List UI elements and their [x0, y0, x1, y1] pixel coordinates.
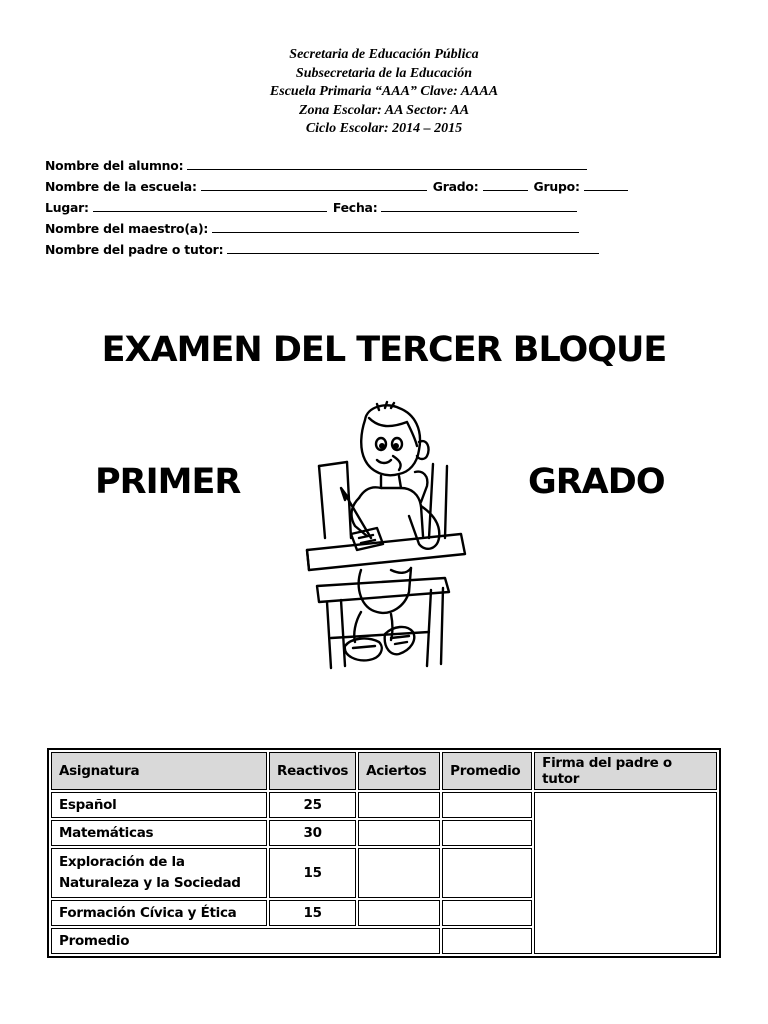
school-header — [0, 46, 768, 139]
promedio-footer-label: Promedio — [51, 928, 440, 954]
reactivos-cell: 15 — [269, 900, 356, 926]
header-aciertos: Aciertos — [358, 752, 440, 790]
aciertos-cell[interactable] — [358, 900, 440, 926]
aciertos-cell[interactable] — [358, 792, 440, 818]
teacher-label: Nombre del maestro(a): — [45, 221, 209, 236]
child-writing-illustration — [295, 398, 475, 673]
place-blank[interactable] — [93, 198, 327, 212]
header-line-cycle: Ciclo Escolar: 2014 – 2015 — [305, 121, 463, 136]
reactivos-cell: 15 — [269, 848, 356, 898]
student-name-label: Nombre del alumno: — [45, 158, 184, 173]
place-date-row — [45, 197, 628, 218]
student-name-row — [45, 155, 628, 176]
teacher-blank[interactable] — [212, 219, 579, 233]
school-name-label: Nombre de la escuela: — [45, 179, 197, 194]
promedio-cell[interactable] — [442, 820, 532, 846]
subject-cell: Formación Cívica y Ética — [51, 900, 267, 926]
date-blank[interactable] — [381, 198, 577, 212]
table-header-row — [51, 752, 717, 790]
promedio-cell[interactable] — [442, 848, 532, 898]
header-line-sep: Secretaria de Educación Pública — [289, 47, 479, 62]
grade-label: Grado: — [432, 179, 479, 194]
header-asignatura: Asignatura — [51, 752, 267, 790]
subject-cell: Español — [51, 792, 267, 818]
parent-row — [45, 239, 628, 260]
place-label: Lugar: — [45, 200, 89, 215]
aciertos-cell[interactable] — [358, 820, 440, 846]
promedio-cell[interactable] — [442, 900, 532, 926]
header-line-subsecretaria: Subsecretaria de la Educación — [295, 65, 473, 81]
grade-word-primer: PRIMER — [95, 462, 241, 502]
header-line-school: Escuela Primaria “AAA” Clave: AAAA — [269, 84, 499, 99]
grade-blank[interactable] — [483, 177, 528, 191]
exam-title: EXAMEN DEL TERCER BLOQUE — [101, 330, 667, 370]
parent-label: Nombre del padre o tutor: — [45, 242, 224, 257]
header-line-zone: Zona Escolar: AA Sector: AA — [298, 102, 470, 118]
promedio-cell[interactable] — [442, 792, 532, 818]
group-blank[interactable] — [584, 177, 628, 191]
aciertos-cell[interactable] — [358, 848, 440, 898]
school-row — [45, 176, 628, 197]
reactivos-cell: 30 — [269, 820, 356, 846]
table-row — [51, 792, 717, 818]
date-label: Fecha: — [332, 200, 378, 215]
student-info-fields — [45, 155, 628, 260]
grade-word-grado: GRADO — [528, 462, 665, 502]
firma-cell[interactable] — [534, 792, 717, 954]
grades-table — [47, 748, 721, 958]
promedio-total-cell[interactable] — [442, 928, 532, 954]
header-firma: Firma del padre o tutor — [534, 752, 717, 790]
header-reactivos: Reactivos — [269, 752, 356, 790]
parent-blank[interactable] — [227, 240, 599, 254]
teacher-row — [45, 218, 628, 239]
student-name-blank[interactable] — [187, 156, 587, 170]
reactivos-cell: 25 — [269, 792, 356, 818]
group-label: Grupo: — [533, 179, 580, 194]
header-promedio: Promedio — [442, 752, 532, 790]
subject-cell: Exploración de la Naturaleza y la Sociedad — [51, 848, 267, 898]
subject-cell: Matemáticas — [51, 820, 267, 846]
school-name-blank[interactable] — [201, 177, 427, 191]
